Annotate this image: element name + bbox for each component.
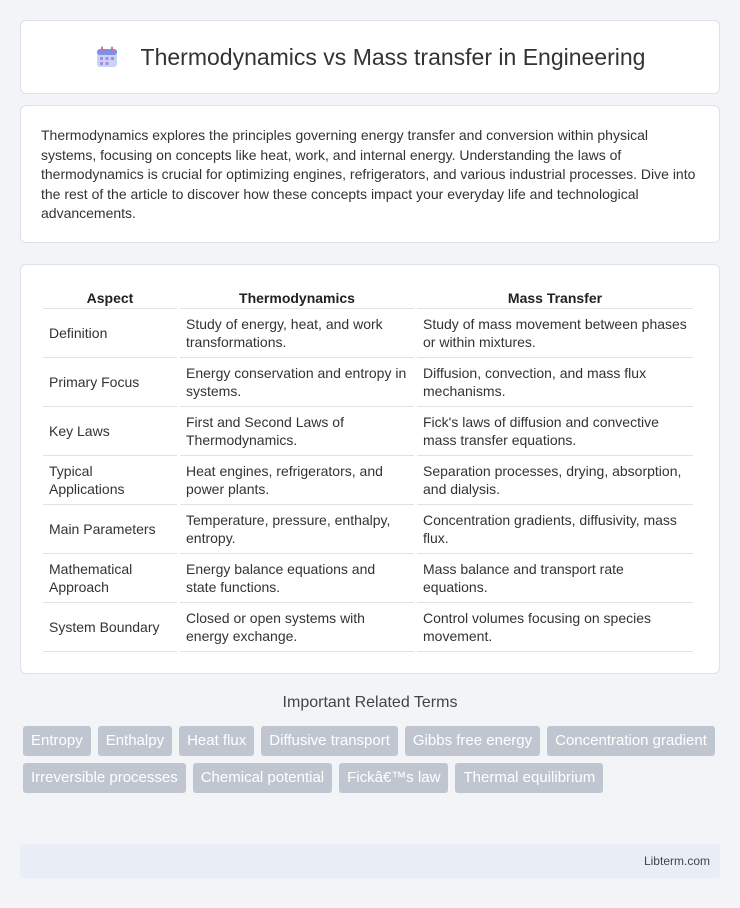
table-cell: Energy conservation and entropy in systems.	[180, 358, 414, 407]
column-header-thermodynamics: Thermodynamics	[180, 285, 414, 309]
title-card	[20, 20, 720, 94]
table-cell: First and Second Laws of Thermodynamics.	[180, 407, 414, 456]
table-cell: Concentration gradients, diffusivity, mass flux.	[417, 505, 693, 554]
table-row	[43, 309, 693, 358]
table-cell: Closed or open systems with energy exchange.	[180, 603, 414, 652]
term-tag[interactable]: Entropy	[23, 726, 91, 756]
table-row	[43, 603, 693, 652]
table-cell: Study of mass movement between phases or within mixtures.	[417, 309, 693, 358]
related-terms-list	[23, 726, 723, 793]
intro-text: Thermodynamics explores the principles governing energy transfer and conversion within physical systems, focusing on concepts like heat, work, and internal energy. Understanding the laws of thermodynamics is crucial for optimizing engines, refrigerators, and various industrial processes. Dive into the rest of the article to discover how these concepts impact your everyday life and technological advancements.	[41, 127, 696, 222]
term-tag[interactable]: Gibbs free energy	[405, 726, 540, 756]
term-tag[interactable]: Thermal equilibrium	[455, 763, 603, 793]
table-cell: Mass balance and transport rate equations.	[417, 554, 693, 603]
table-cell: Primary Focus	[43, 358, 177, 407]
table-row	[43, 407, 693, 456]
table-cell: Energy balance equations and state functions.	[180, 554, 414, 603]
term-tag[interactable]: Diffusive transport	[261, 726, 398, 756]
table-cell: Fick's laws of diffusion and convective mass transfer equations.	[417, 407, 693, 456]
table-header-row	[43, 285, 693, 309]
calendar-icon	[95, 45, 119, 69]
table-row	[43, 358, 693, 407]
table-row	[43, 456, 693, 505]
column-header-aspect: Aspect	[43, 285, 177, 309]
term-tag[interactable]: Enthalpy	[98, 726, 172, 756]
table-cell: Temperature, pressure, enthalpy, entropy.	[180, 505, 414, 554]
table-cell: Key Laws	[43, 407, 177, 456]
table-cell: System Boundary	[43, 603, 177, 652]
column-header-mass-transfer: Mass Transfer	[417, 285, 693, 309]
comparison-card	[20, 264, 720, 674]
table-cell: Study of energy, heat, and work transformations.	[180, 309, 414, 358]
term-tag[interactable]: Irreversible processes	[23, 763, 186, 793]
term-tag[interactable]: Fickâ€™s law	[339, 763, 448, 793]
term-tag[interactable]: Concentration gradient	[547, 726, 715, 756]
page-title: Thermodynamics vs Mass transfer in Engineering	[140, 43, 646, 70]
comparison-table	[40, 285, 696, 652]
table-cell: Separation processes, drying, absorption, and dialysis.	[417, 456, 693, 505]
table-row	[43, 554, 693, 603]
term-tag[interactable]: Chemical potential	[193, 763, 332, 793]
table-cell: Definition	[43, 309, 177, 358]
related-terms-title: Important Related Terms	[282, 694, 458, 711]
table-cell: Control volumes focusing on species movement.	[417, 603, 693, 652]
table-cell: Heat engines, refrigerators, and power plants.	[180, 456, 414, 505]
footer-site-link[interactable]: Libterm.com	[643, 854, 710, 868]
table-cell: Diffusion, convection, and mass flux mechanisms.	[417, 358, 693, 407]
footer	[20, 844, 720, 878]
intro-card	[20, 105, 720, 243]
table-cell: Mathematical Approach	[43, 554, 177, 603]
term-tag[interactable]: Heat flux	[179, 726, 254, 756]
table-cell: Main Parameters	[43, 505, 177, 554]
table-row	[43, 505, 693, 554]
table-cell: Typical Applications	[43, 456, 177, 505]
